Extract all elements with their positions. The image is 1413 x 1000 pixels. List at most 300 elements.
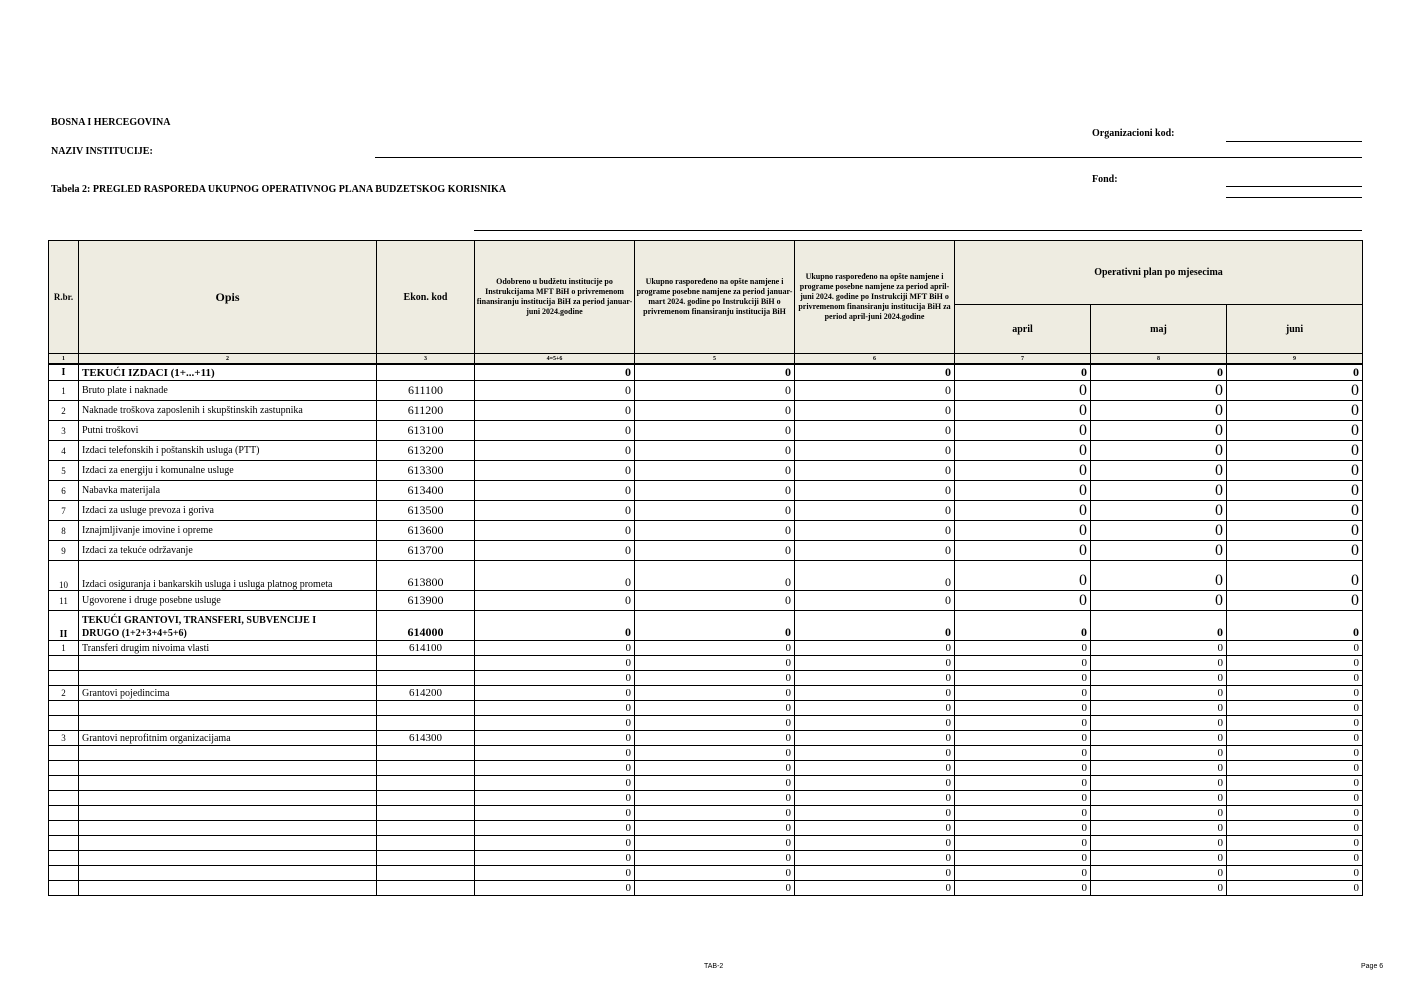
cell-value: 0: [1227, 521, 1363, 541]
cell-rbr: 9: [49, 541, 79, 561]
cell-opis: [79, 746, 377, 761]
cell-value: 0: [955, 851, 1091, 866]
cell-value: 0: [1227, 836, 1363, 851]
cell-value: 0: [795, 851, 955, 866]
header-maj: maj: [1091, 305, 1227, 354]
col-number-2: 2: [79, 354, 377, 365]
cell-rbr: [49, 716, 79, 731]
cell-rbr: 2: [49, 401, 79, 421]
cell-value: 0: [1227, 381, 1363, 401]
cell-rbr: [49, 746, 79, 761]
cell-value: 0: [635, 381, 795, 401]
cell-rbr: 1: [49, 641, 79, 656]
cell-value: 0: [1227, 501, 1363, 521]
cell-rbr: [49, 671, 79, 686]
cell-ekon-kod: [377, 866, 475, 881]
cell-value: 0: [1091, 671, 1227, 686]
cell-value: 0: [795, 731, 955, 746]
cell-ekon-kod: 611200: [377, 401, 475, 421]
cell-value: 0: [635, 364, 795, 381]
cell-opis: Izdaci za tekuće održavanje: [79, 541, 377, 561]
cell-ekon-kod: [377, 836, 475, 851]
cell-value: 0: [1091, 656, 1227, 671]
cell-value: 0: [955, 541, 1091, 561]
cell-value: 0: [1091, 521, 1227, 541]
cell-value: 0: [1227, 401, 1363, 421]
cell-ekon-kod: 614100: [377, 641, 475, 656]
cell-value: 0: [1227, 671, 1363, 686]
cell-value: 0: [475, 521, 635, 541]
table-row: [49, 591, 1363, 611]
cell-value: 0: [1227, 591, 1363, 611]
cell-ekon-kod: [377, 364, 475, 381]
cell-opis: [79, 791, 377, 806]
cell-value: 0: [955, 686, 1091, 701]
cell-value: 0: [795, 761, 955, 776]
cell-value: 0: [475, 364, 635, 381]
cell-value: 0: [1227, 821, 1363, 836]
cell-rbr: 11: [49, 591, 79, 611]
cell-value: 0: [635, 881, 795, 896]
cell-opis: Putni troškovi: [79, 421, 377, 441]
cell-opis: [79, 716, 377, 731]
cell-opis: Nabavka materijala: [79, 481, 377, 501]
cell-value: 0: [475, 746, 635, 761]
cell-rbr: [49, 806, 79, 821]
header-juni: juni: [1227, 305, 1363, 354]
header-april: april: [955, 305, 1091, 354]
cell-value: 0: [795, 656, 955, 671]
cell-value: 0: [635, 461, 795, 481]
cell-value: 0: [475, 731, 635, 746]
cell-ekon-kod: [377, 701, 475, 716]
col-number-5: 5: [635, 354, 795, 365]
cell-value: 0: [1091, 611, 1227, 641]
cell-value: 0: [1091, 731, 1227, 746]
cell-value: 0: [1227, 806, 1363, 821]
table-row: [49, 501, 1363, 521]
table-row: [49, 561, 1363, 591]
cell-ekon-kod: 614200: [377, 686, 475, 701]
cell-value: 0: [955, 881, 1091, 896]
cell-value: 0: [795, 716, 955, 731]
cell-value: 0: [475, 381, 635, 401]
cell-value: 0: [635, 701, 795, 716]
table-row: [49, 641, 1363, 656]
cell-value: 0: [1091, 501, 1227, 521]
cell-rbr: [49, 791, 79, 806]
cell-opis: [79, 836, 377, 851]
cell-value: 0: [635, 611, 795, 641]
cell-opis: Izdaci osiguranja i bankarskih usluga i usluga platnog prometa: [79, 561, 377, 591]
cell-value: 0: [475, 761, 635, 776]
table-body: [49, 364, 1363, 896]
cell-value: 0: [475, 401, 635, 421]
cell-value: 0: [955, 611, 1091, 641]
cell-value: 0: [475, 716, 635, 731]
cell-value: 0: [955, 746, 1091, 761]
cell-value: 0: [795, 441, 955, 461]
cell-value: 0: [475, 441, 635, 461]
cell-rbr: 7: [49, 501, 79, 521]
cell-value: 0: [475, 806, 635, 821]
cell-value: 0: [795, 821, 955, 836]
col-number-1: 1: [49, 354, 79, 365]
institution-input-line: [375, 157, 1362, 158]
col-number-4: 4=5+6: [475, 354, 635, 365]
cell-value: 0: [475, 776, 635, 791]
cell-opis: Izdaci za usluge prevoza i goriva: [79, 501, 377, 521]
cell-value: 0: [475, 701, 635, 716]
cell-opis: [79, 866, 377, 881]
cell-value: 0: [475, 641, 635, 656]
cell-value: 0: [635, 821, 795, 836]
cell-value: 0: [1091, 421, 1227, 441]
cell-opis: [79, 656, 377, 671]
cell-rbr: [49, 851, 79, 866]
cell-value: 0: [475, 461, 635, 481]
cell-value: 0: [1227, 761, 1363, 776]
cell-value: 0: [1227, 731, 1363, 746]
col-number-6: 6: [795, 354, 955, 365]
cell-value: 0: [795, 806, 955, 821]
header-approved-budget: Odobreno u budžetu institucije po Instrukcijama MFT BiH o privremenom finansiranju institucija BiH za period januar-juni 2024.godine: [475, 241, 635, 354]
cell-value: 0: [1227, 611, 1363, 641]
cell-ekon-kod: 613700: [377, 541, 475, 561]
table-row: [49, 806, 1363, 821]
cell-ekon-kod: [377, 656, 475, 671]
cell-value: 0: [635, 656, 795, 671]
cell-ekon-kod: 613300: [377, 461, 475, 481]
cell-value: 0: [1091, 836, 1227, 851]
cell-value: 0: [635, 671, 795, 686]
cell-value: 0: [955, 441, 1091, 461]
cell-value: 0: [1227, 656, 1363, 671]
cell-value: 0: [1227, 364, 1363, 381]
table-row: [49, 716, 1363, 731]
cell-value: 0: [955, 561, 1091, 591]
cell-value: 0: [955, 821, 1091, 836]
cell-value: 0: [1227, 561, 1363, 591]
cell-value: 0: [1091, 746, 1227, 761]
cell-value: 0: [635, 791, 795, 806]
cell-value: 0: [955, 731, 1091, 746]
org-code-label: Organizacioni kod:: [1092, 128, 1175, 139]
cell-value: 0: [1227, 421, 1363, 441]
cell-value: 0: [635, 521, 795, 541]
cell-rbr: 8: [49, 521, 79, 541]
header-monthly-plan: Operativni plan po mjesecima: [955, 241, 1363, 305]
cell-rbr: 4: [49, 441, 79, 461]
table-row: [49, 776, 1363, 791]
cell-value: 0: [955, 421, 1091, 441]
cell-value: 0: [955, 381, 1091, 401]
cell-opis: Izdaci telefonskih i poštanskih usluga (PTT): [79, 441, 377, 461]
cell-rbr: [49, 656, 79, 671]
cell-opis: [79, 851, 377, 866]
table-row: [49, 421, 1363, 441]
cell-value: 0: [795, 481, 955, 501]
cell-value: 0: [1091, 716, 1227, 731]
cell-ekon-kod: [377, 821, 475, 836]
cell-value: 0: [1227, 746, 1363, 761]
cell-value: 0: [475, 671, 635, 686]
cell-value: 0: [635, 761, 795, 776]
cell-opis: Iznajmljivanje imovine i opreme: [79, 521, 377, 541]
cell-value: 0: [955, 761, 1091, 776]
cell-value: 0: [955, 364, 1091, 381]
cell-value: 0: [955, 501, 1091, 521]
cell-value: 0: [795, 421, 955, 441]
table-top-line: [474, 230, 1362, 231]
cell-value: 0: [795, 746, 955, 761]
cell-value: 0: [955, 656, 1091, 671]
cell-opis: Naknade troškova zaposlenih i skupštinskih zastupnika: [79, 401, 377, 421]
table-row: [49, 821, 1363, 836]
cell-rbr: [49, 836, 79, 851]
cell-value: 0: [1091, 441, 1227, 461]
cell-value: 0: [475, 686, 635, 701]
cell-opis: [79, 776, 377, 791]
cell-ekon-kod: 613900: [377, 591, 475, 611]
table-row: [49, 611, 1363, 641]
cell-value: 0: [635, 541, 795, 561]
cell-value: 0: [475, 541, 635, 561]
cell-value: 0: [955, 836, 1091, 851]
cell-value: 0: [795, 591, 955, 611]
cell-value: 0: [795, 461, 955, 481]
cell-value: 0: [1227, 716, 1363, 731]
cell-value: 0: [795, 776, 955, 791]
sheet-name: TAB-2: [704, 963, 724, 970]
cell-ekon-kod: 614300: [377, 731, 475, 746]
table-row: [49, 746, 1363, 761]
table-row: [49, 364, 1363, 381]
table-row: [49, 461, 1363, 481]
cell-value: 0: [1227, 866, 1363, 881]
cell-value: 0: [635, 851, 795, 866]
header-allocated-apr-jun: Ukupno raspoređeno na opšte namjene i programe posebne namjene za period april-juni 2024. godine po Instrukciji MFT BiH o privremenom finansiranju institucija BiH za period april-juni 2024.godine: [795, 241, 955, 354]
cell-value: 0: [635, 686, 795, 701]
institution-label: NAZIV INSTITUCIJE:: [51, 146, 153, 157]
cell-value: 0: [795, 671, 955, 686]
table-row: [49, 541, 1363, 561]
cell-value: 0: [1227, 461, 1363, 481]
fund-line-2: [1226, 197, 1362, 198]
cell-value: 0: [795, 881, 955, 896]
cell-value: 0: [1091, 866, 1227, 881]
cell-rbr: [49, 881, 79, 896]
header-allocated-jan-mar: Ukupno raspoređeno na opšte namjene i programe posebne namjene za period januar-mart 2024. godine po Instrukciji BiH o privremenom finansiranju institucija BiH: [635, 241, 795, 354]
cell-ekon-kod: [377, 776, 475, 791]
table-row: [49, 656, 1363, 671]
cell-rbr: 3: [49, 421, 79, 441]
cell-opis: Izdaci za energiju i komunalne usluge: [79, 461, 377, 481]
table-row: [49, 851, 1363, 866]
cell-ekon-kod: [377, 716, 475, 731]
cell-value: 0: [635, 731, 795, 746]
cell-opis: [79, 761, 377, 776]
cell-value: 0: [955, 671, 1091, 686]
cell-value: 0: [795, 364, 955, 381]
cell-rbr: 3: [49, 731, 79, 746]
col-number-7: 7: [955, 354, 1091, 365]
cell-value: 0: [635, 806, 795, 821]
cell-value: 0: [635, 501, 795, 521]
cell-rbr: 6: [49, 481, 79, 501]
page-number: Page 6: [1361, 963, 1384, 970]
cell-rbr: II: [49, 611, 79, 641]
cell-value: 0: [795, 501, 955, 521]
cell-rbr: [49, 866, 79, 881]
cell-value: 0: [795, 641, 955, 656]
cell-value: 0: [635, 421, 795, 441]
cell-value: 0: [1091, 591, 1227, 611]
cell-opis: [79, 806, 377, 821]
cell-value: 0: [1227, 881, 1363, 896]
cell-rbr: 2: [49, 686, 79, 701]
table-title: Tabela 2: PREGLED RASPOREDA UKUPNOG OPERATIVNOG PLANA BUDZETSKOG KORISNIKA: [51, 184, 507, 195]
cell-value: 0: [1091, 541, 1227, 561]
table-row: [49, 521, 1363, 541]
table-row: [49, 761, 1363, 776]
cell-value: 0: [1091, 881, 1227, 896]
cell-opis: Ugovorene i druge posebne usluge: [79, 591, 377, 611]
cell-value: 0: [635, 401, 795, 421]
cell-ekon-kod: 613800: [377, 561, 475, 591]
header-opis: Opis: [79, 241, 377, 354]
cell-value: 0: [635, 441, 795, 461]
cell-ekon-kod: [377, 791, 475, 806]
cell-ekon-kod: 613100: [377, 421, 475, 441]
cell-ekon-kod: [377, 881, 475, 896]
cell-value: 0: [955, 866, 1091, 881]
cell-ekon-kod: [377, 761, 475, 776]
cell-value: 0: [635, 716, 795, 731]
cell-value: 0: [475, 851, 635, 866]
table-row: [49, 731, 1363, 746]
cell-value: 0: [1227, 686, 1363, 701]
org-code-line: [1226, 141, 1362, 142]
cell-value: 0: [955, 521, 1091, 541]
header-rbr: R.br.: [49, 241, 79, 354]
cell-value: 0: [795, 701, 955, 716]
cell-value: 0: [795, 381, 955, 401]
cell-value: 0: [795, 541, 955, 561]
cell-value: 0: [1227, 851, 1363, 866]
cell-value: 0: [955, 791, 1091, 806]
table-row: [49, 701, 1363, 716]
cell-value: 0: [795, 866, 955, 881]
cell-value: 0: [1091, 821, 1227, 836]
cell-ekon-kod: [377, 671, 475, 686]
table-row: [49, 686, 1363, 701]
cell-value: 0: [795, 611, 955, 641]
cell-value: 0: [1227, 791, 1363, 806]
cell-ekon-kod: 613400: [377, 481, 475, 501]
cell-value: 0: [1091, 641, 1227, 656]
cell-value: 0: [475, 561, 635, 591]
cell-rbr: 5: [49, 461, 79, 481]
cell-value: 0: [955, 641, 1091, 656]
cell-value: 0: [1091, 561, 1227, 591]
cell-value: 0: [635, 641, 795, 656]
cell-value: 0: [955, 591, 1091, 611]
cell-value: 0: [1227, 701, 1363, 716]
cell-value: 0: [795, 791, 955, 806]
cell-value: 0: [475, 611, 635, 641]
cell-value: 0: [1091, 851, 1227, 866]
cell-value: 0: [1091, 401, 1227, 421]
table-row: [49, 481, 1363, 501]
cell-value: 0: [635, 561, 795, 591]
operative-plan-table: [48, 240, 1363, 896]
cell-value: 0: [1091, 806, 1227, 821]
cell-ekon-kod: 613500: [377, 501, 475, 521]
cell-value: 0: [955, 806, 1091, 821]
cell-value: 0: [1091, 701, 1227, 716]
cell-value: 0: [475, 421, 635, 441]
cell-value: 0: [475, 501, 635, 521]
cell-value: 0: [1091, 791, 1227, 806]
cell-value: 0: [955, 776, 1091, 791]
cell-value: 0: [795, 686, 955, 701]
cell-ekon-kod: 614000: [377, 611, 475, 641]
cell-value: 0: [635, 866, 795, 881]
col-number-8: 8: [1091, 354, 1227, 365]
table-row: [49, 381, 1363, 401]
cell-value: 0: [475, 821, 635, 836]
table-row: [49, 441, 1363, 461]
table-row: [49, 671, 1363, 686]
cell-value: 0: [1091, 461, 1227, 481]
cell-opis: Grantovi pojedincima: [79, 686, 377, 701]
cell-value: 0: [955, 401, 1091, 421]
cell-value: 0: [635, 481, 795, 501]
fund-label: Fond:: [1092, 174, 1118, 185]
cell-value: 0: [475, 836, 635, 851]
cell-value: 0: [475, 791, 635, 806]
cell-value: 0: [1227, 776, 1363, 791]
cell-value: 0: [795, 521, 955, 541]
cell-rbr: [49, 821, 79, 836]
cell-ekon-kod: 611100: [377, 381, 475, 401]
cell-rbr: 1: [49, 381, 79, 401]
cell-value: 0: [795, 836, 955, 851]
cell-value: 0: [1091, 481, 1227, 501]
cell-opis: [79, 701, 377, 716]
cell-ekon-kod: [377, 746, 475, 761]
cell-opis: [79, 611, 377, 641]
cell-value: 0: [795, 561, 955, 591]
cell-rbr: [49, 761, 79, 776]
cell-value: 0: [475, 591, 635, 611]
cell-value: 0: [1091, 364, 1227, 381]
header-ekon-kod: Ekon. kod: [377, 241, 475, 354]
table-row: [49, 836, 1363, 851]
cell-opis: [79, 881, 377, 896]
cell-value: 0: [1091, 381, 1227, 401]
cell-value: 0: [955, 481, 1091, 501]
cell-value: 0: [475, 881, 635, 896]
cell-value: 0: [475, 656, 635, 671]
cell-value: 0: [635, 591, 795, 611]
cell-rbr: [49, 701, 79, 716]
cell-ekon-kod: 613200: [377, 441, 475, 461]
cell-value: 0: [1227, 441, 1363, 461]
cell-value: 0: [475, 481, 635, 501]
cell-ekon-kod: [377, 851, 475, 866]
